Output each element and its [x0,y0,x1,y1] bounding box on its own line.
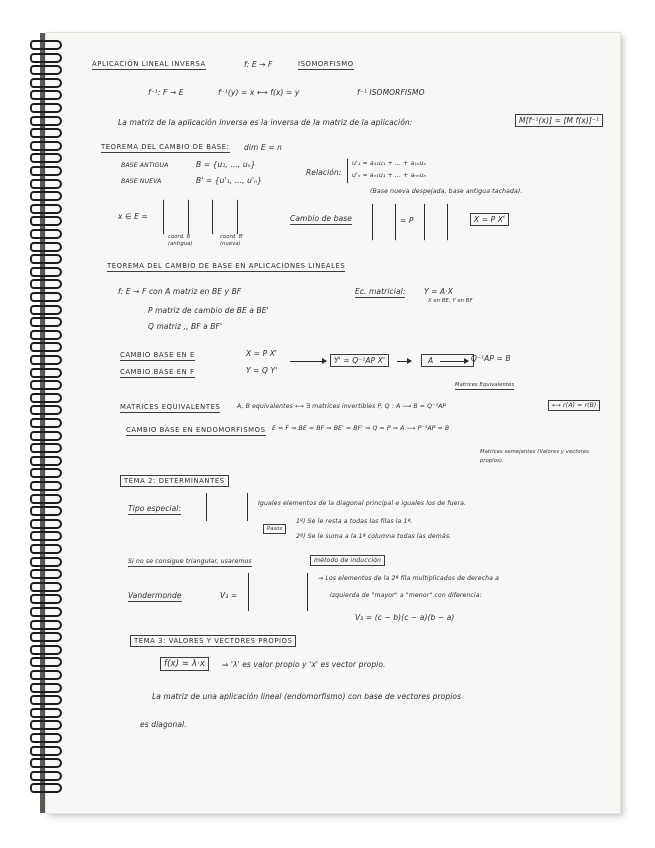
endomorphism-label: CAMBIO BASE EN ENDOMORFISMOS [126,426,266,434]
spiral-ring [30,771,62,781]
vandermonde-desc-2: izquierda de "mayor" a "menor" con diferencia: [330,592,482,599]
matrix-equation-note: X en BE, Y en BF [428,298,473,304]
spiral-ring [30,116,62,126]
change-basis-boxed-formula: X = P X' [470,213,509,226]
relation-note: (Base nueva despejada, base antigua tachada). [370,188,523,195]
equivalent-matrices-label: MATRICES EQUIVALENTES [120,403,221,411]
transformed-equation-box: Y' = Q⁻¹AP X' [330,354,389,367]
spiral-ring [30,279,62,289]
change-basis-f-label: CAMBIO BASE EN F [120,368,195,376]
spiral-ring [30,468,62,478]
spiral-ring [30,166,62,176]
spiral-ring [30,708,62,718]
p-matrix-def: P matriz de cambio de BE a BE' [148,306,269,315]
spiral-ring [30,746,62,756]
spiral-ring [30,254,62,264]
spiral-ring [30,657,62,667]
spiral-ring [30,90,62,100]
relation-row-n: u'ₙ = aₙ₁u₁ + ... + aₙₙuₙ [352,172,427,179]
special-determinant [206,493,248,521]
step-1: 1º) Se le resta a todas las filas la 1ª. [296,518,413,525]
change-of-basis-label: Cambio de base [290,214,352,223]
matrix-equation-label: Ec. matricial: [355,287,406,296]
spiral-ring [30,582,62,592]
spiral-ring [30,758,62,768]
then-arrow [397,361,411,362]
spiral-ring [30,40,62,50]
eigen-equation-box: f(x) = λ·x [160,657,209,671]
inverse-map-def: f: E → F [244,60,273,69]
equivalence-result: Q⁻¹AP = B [471,354,511,363]
spiral-ring [30,216,62,226]
coord-vector-old [163,199,189,235]
vandermonde-result: V₃ = (c − b)(c − a)(b − a) [355,613,455,622]
spiral-ring [30,242,62,252]
spiral-ring [30,557,62,567]
change-basis-e-eq: X = P X' [246,349,278,358]
triangulation-text: Si no se consigue triangular, usaremos [128,558,252,565]
spiral-ring [30,103,62,113]
spiral-ring [30,368,62,378]
heading-change-basis-maps: TEOREMA DEL CAMBIO DE BASE EN APLICACIONES LINEALES [107,262,346,270]
spiral-ring [30,380,62,390]
spiral-ring [30,670,62,680]
change-basis-vector-left [372,203,396,241]
change-basis-f-eq: Y = Q Y' [246,366,278,375]
old-basis-value: B = {u₁, ..., uₙ} [196,160,256,169]
spiral-ring [30,569,62,579]
spiral-ring [30,519,62,529]
spiral-ring [30,695,62,705]
change-basis-vector-right [424,203,448,241]
spiral-ring [30,607,62,617]
coord-new-note: coord. B' (nueva) [220,234,244,247]
spiral-ring [30,65,62,75]
special-type-desc: Iguales elementos de la diagonal principal e iguales los de fuera. [258,500,467,507]
spiral-ring [30,456,62,466]
spiral-ring [30,393,62,403]
coord-vector-new [212,199,238,235]
spiral-ring [30,305,62,315]
heading-determinants: TEMA 2: DETERMINANTES [120,475,229,487]
spiral-ring [30,531,62,541]
eigen-equation-text: ⇒ 'λ' es valor propio y 'x' es vector propio. [222,660,386,669]
eigen-basis-text-2: es diagonal. [140,720,187,729]
vandermonde-matrix [248,573,308,611]
inverse-map-codomain: f⁻¹: F → E [148,88,184,97]
spiral-ring [30,783,62,793]
equivalent-matrices-note: Matrices Equivalentes [455,382,515,388]
isomorphism-label: ISOMORFISMO [298,60,354,68]
spiral-ring [30,179,62,189]
eigen-basis-text-1: La matriz de una aplicación lineal (endomorfismo) con base de vectores propios [152,692,462,701]
vandermonde-v3: V₃ = [220,591,238,600]
rank-equivalence: ⟷ r(A) = r(B) [548,400,600,411]
change-basis-p: = P [400,216,414,225]
spiral-ring [30,418,62,428]
spiral-ring [30,632,62,642]
similar-matrices-note: Matrices semejantes (Valores y vectores propios). [480,449,589,464]
endomorphism-chain: E = F ⇒ BE = BF ⇒ BE' = BF' ⇒ Q = P ⇒ A ⟶ P⁻¹AP = B [272,425,450,432]
spiral-ring [30,317,62,327]
spiral-ring [30,53,62,63]
spiral-ring [30,494,62,504]
spiral-ring [30,720,62,730]
inverse-matrix-formula: M[f⁻¹(x)] = [M f(x)]⁻¹ [515,114,603,127]
spiral-ring [30,594,62,604]
spiral-ring [30,128,62,138]
vandermonde-desc-1: → Los elementos de la 2ª fila multiplicados de derecha a [318,575,499,582]
inverse-isomorphism: f⁻¹ ISOMORFISMO [357,88,425,97]
heading-inverse-map: APLICACIÓN LINEAL INVERSA [92,60,206,68]
spiral-ring [30,431,62,441]
induction-method-box: método de inducción [310,555,385,566]
spiral-ring [30,78,62,88]
new-basis-value: B' = {u'₁, ..., u'ₙ} [196,176,263,185]
matrix-equation: Y = A·X [424,287,453,296]
inverse-map-relation: f⁻¹(y) = x ⟷ f(x) = y [218,88,300,97]
spiral-ring [30,204,62,214]
vandermonde-label: Vandermonde [128,591,182,600]
equivalent-matrices-def: A, B equivalentes ⟷ ∃ matrices invertibles P, Q : A ⟶ B = Q⁻¹AP [237,403,447,410]
spiral-ring [30,153,62,163]
equivalence-arrow [440,361,468,362]
map-matrix-def: f: E → F con A matriz en BE y BF [118,287,242,296]
spiral-ring [30,267,62,277]
coord-old-note: coord. B (antigua) [168,234,193,247]
relation-label: Relación: [306,168,342,177]
inverse-matrix-text: La matriz de la aplicación inversa es la inversa de la matriz de la aplicación: [118,118,413,127]
spiral-ring [30,683,62,693]
spiral-ring [30,405,62,415]
spiral-ring [30,620,62,630]
spiral-ring [30,292,62,302]
vector-x-definition: x ∈ E = [118,212,148,221]
spiral-ring [30,191,62,201]
spiral-binding [30,40,64,810]
spiral-ring [30,481,62,491]
relation-row-1: u'₁ = a₁₁u₁ + ... + a₁ₙuₙ [352,160,427,167]
spiral-ring [30,342,62,352]
q-matrix-def: Q matriz ,, BF a BF' [148,322,223,331]
equivalence-box-a: A [421,354,474,367]
spiral-ring [30,733,62,743]
change-basis-e-label: CAMBIO BASE EN E [120,351,195,359]
spiral-ring [30,506,62,516]
spiral-ring [30,544,62,554]
spiral-ring [30,645,62,655]
implies-arrow [290,361,326,362]
heading-change-of-basis: TEOREMA DEL CAMBIO DE BASE: [101,143,230,151]
special-type-label: Tipo especial: [128,504,182,513]
new-basis-label: BASE NUEVA [121,178,162,185]
spiral-ring [30,330,62,340]
steps-label: Pasos [263,524,286,534]
spiral-ring [30,229,62,239]
spiral-ring [30,141,62,151]
heading-eigenvalues: TEMA 3: VALORES Y VECTORES PROPIOS [130,635,296,647]
dimension-note: dim E = n [244,143,282,152]
spiral-ring [30,443,62,453]
old-basis-label: BASE ANTIGUA [121,162,169,169]
spiral-ring [30,355,62,365]
step-2: 2º) Se le suma a la 1ª columna todas las demás. [296,533,452,540]
